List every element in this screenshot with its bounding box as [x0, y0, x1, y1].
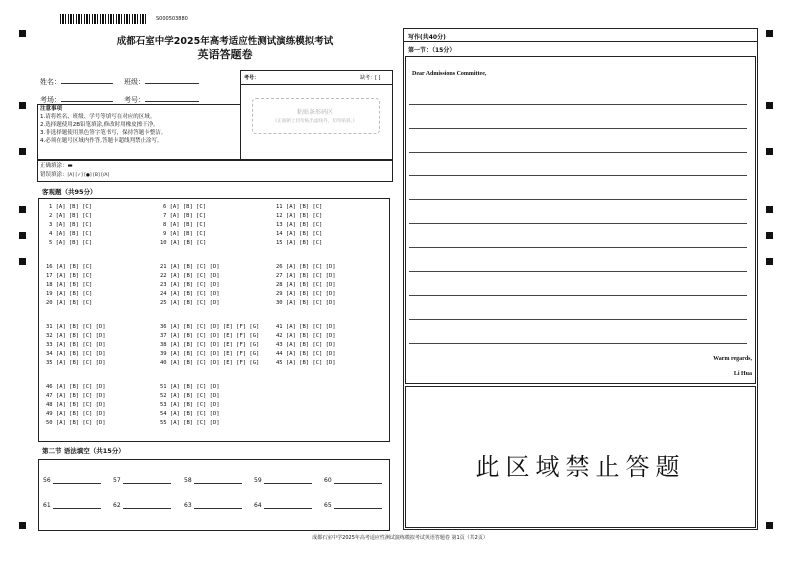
writing-line[interactable]	[409, 271, 747, 272]
room-label: 考场：	[40, 96, 61, 104]
wrong-fill-example	[40, 172, 109, 179]
sticker-note: (正面朝上切勿贴出虚线外，切勿贴斜。)	[275, 119, 355, 124]
writing-title: 写作(共40分)	[408, 34, 446, 41]
note-item: 4.必须在题号区域内作答,答题卡超线判禁止涂写。	[40, 138, 163, 144]
name-field[interactable]	[40, 77, 113, 87]
writing-line[interactable]	[409, 247, 747, 248]
blank-field[interactable]	[113, 477, 171, 484]
writing-answer-box[interactable]	[405, 56, 756, 384]
question-bubble-row[interactable]: 19 [A] [B] [C]	[46, 291, 93, 297]
question-bubble-row[interactable]: 6 [A] [B] [C]	[163, 204, 207, 210]
question-bubble-row[interactable]: 18 [A] [B] [C]	[46, 282, 93, 288]
question-bubble-row[interactable]: 14 [A] [B] [C]	[276, 231, 323, 237]
blank-number: 63	[184, 502, 192, 509]
registration-mark	[19, 102, 26, 109]
question-bubble-row[interactable]: 10 [A] [B] [C]	[160, 240, 207, 246]
question-bubble-row[interactable]: 23 [A] [B] [C] [D]	[160, 282, 220, 288]
sticker-title: 粘贴条形码区	[296, 109, 333, 116]
question-bubble-row[interactable]: 34 [A] [B] [C] [D]	[46, 351, 106, 357]
question-bubble-row[interactable]: 27 [A] [B] [C] [D]	[276, 273, 336, 279]
blank-number: 61	[43, 502, 51, 509]
registration-mark	[19, 232, 26, 239]
question-bubble-row[interactable]: 4 [A] [B] [C]	[49, 231, 93, 237]
question-bubble-row[interactable]: 40 [A] [B] [C] [D] [E] [F] [G]	[160, 360, 260, 366]
writing-line[interactable]	[409, 343, 747, 344]
writing-line[interactable]	[409, 175, 747, 176]
name-label: 姓名：	[40, 78, 61, 86]
writing-line[interactable]	[409, 295, 747, 296]
blank-number: 60	[324, 477, 332, 484]
registration-mark	[766, 148, 773, 155]
question-bubble-row[interactable]: 16 [A] [B] [C]	[46, 264, 93, 270]
question-bubble-row[interactable]: 42 [A] [B] [C] [D]	[276, 333, 336, 339]
question-bubble-row[interactable]: 38 [A] [B] [C] [D] [E] [F] [G]	[160, 342, 260, 348]
question-bubble-row[interactable]: 7 [A] [B] [C]	[163, 213, 207, 219]
question-bubble-row[interactable]: 39 [A] [B] [C] [D] [E] [F] [G]	[160, 351, 260, 357]
question-bubble-row[interactable]: 37 [A] [B] [C] [D] [E] [F] [G]	[160, 333, 260, 339]
registration-mark	[766, 522, 773, 529]
letter-signature: Li Hua	[733, 371, 752, 377]
question-bubble-row[interactable]: 29 [A] [B] [C] [D]	[276, 291, 336, 297]
exam-no-divider	[240, 84, 393, 85]
question-bubble-row[interactable]: 46 [A] [B] [C] [D]	[46, 384, 106, 390]
question-bubble-row[interactable]: 20 [A] [B] [C]	[46, 300, 93, 306]
note-item: 3.非选择题使用黑色签字笔书写，保持答题卡整洁。	[40, 130, 167, 136]
question-bubble-row[interactable]: 48 [A] [B] [C] [D]	[46, 402, 106, 408]
sheet-title: 英语答题卷	[197, 48, 253, 61]
question-bubble-row[interactable]: 47 [A] [B] [C] [D]	[46, 393, 106, 399]
writing-line[interactable]	[409, 104, 747, 105]
blank-number: 59	[254, 477, 262, 484]
question-bubble-row[interactable]: 43 [A] [B] [C] [D]	[276, 342, 336, 348]
exam-title: 成都石室中学2025年高考适应性测试演练模拟考试	[116, 36, 334, 47]
barcode	[60, 14, 148, 24]
class-field[interactable]	[124, 77, 199, 87]
sticker-area	[252, 98, 380, 134]
registration-mark	[19, 30, 26, 37]
question-bubble-row[interactable]: 30 [A] [B] [C] [D]	[276, 300, 336, 306]
question-bubble-row[interactable]: 44 [A] [B] [C] [D]	[276, 351, 336, 357]
question-bubble-row[interactable]: 41 [A] [B] [C] [D]	[276, 324, 336, 330]
note-item: 2.选择题使用2B铅笔填涂,修改时用橡皮擦干净。	[40, 122, 159, 128]
registration-mark	[19, 206, 26, 213]
question-bubble-row[interactable]: 32 [A] [B] [C] [D]	[46, 333, 106, 339]
question-bubble-row[interactable]: 54 [A] [B] [C] [D]	[160, 411, 220, 417]
absent-checkbox[interactable]: 缺考：[ ]	[360, 75, 381, 81]
correct-fill-mark: ▬	[67, 163, 73, 169]
question-bubble-row[interactable]: 17 [A] [B] [C]	[46, 273, 93, 279]
blank-field[interactable]	[324, 502, 382, 509]
notes-title: 注意事项	[40, 106, 63, 112]
letter-greeting: Dear Admissions Committee,	[412, 71, 487, 77]
question-bubble-row[interactable]: 5 [A] [B] [C]	[49, 240, 93, 246]
writing-line[interactable]	[409, 319, 747, 320]
question-bubble-row[interactable]: 1 [A] [B] [C]	[49, 204, 93, 210]
question-bubble-row[interactable]: 45 [A] [B] [C] [D]	[276, 360, 336, 366]
question-bubble-row[interactable]: 50 [A] [B] [C] [D]	[46, 420, 106, 426]
question-bubble-row[interactable]: 36 [A] [B] [C] [D] [E] [F] [G]	[160, 324, 260, 330]
question-bubble-row[interactable]: 25 [A] [B] [C] [D]	[160, 300, 220, 306]
page-footer: 成都石室中学2025年高考适应性测试演练模拟考试英语答题卷 第1页（共2页）	[312, 535, 488, 541]
blank-field[interactable]	[254, 477, 312, 484]
letter-closing: Warm regards,	[713, 356, 752, 362]
seat-label: 考号：	[124, 96, 145, 104]
blank-field[interactable]	[184, 502, 242, 509]
question-bubble-row[interactable]: 22 [A] [B] [C] [D]	[160, 273, 220, 279]
blank-number: 58	[184, 477, 192, 484]
blank-number: 64	[254, 502, 262, 509]
registration-mark	[766, 30, 773, 37]
blank-number: 62	[113, 502, 121, 509]
registration-mark	[19, 522, 26, 529]
writing-subtitle: 第一节：（15分）	[408, 47, 456, 54]
correct-fill-example	[40, 163, 73, 170]
writing-line[interactable]	[409, 199, 747, 200]
wrong-fill-marks: [A] [✓] [●] [B] [/A]	[67, 173, 110, 178]
registration-mark	[19, 148, 26, 155]
blank-field[interactable]	[113, 502, 171, 509]
question-bubble-row[interactable]: 35 [A] [B] [C] [D]	[46, 360, 106, 366]
question-bubble-row[interactable]: 21 [A] [B] [C] [D]	[160, 264, 220, 270]
class-label: 班级：	[124, 78, 145, 86]
question-bubble-row[interactable]: 15 [A] [B] [C]	[276, 240, 323, 246]
question-bubble-row[interactable]: 28 [A] [B] [C] [D]	[276, 282, 336, 288]
exam-no-label: 考号：	[244, 75, 260, 81]
writing-line[interactable]	[409, 152, 747, 153]
question-bubble-row[interactable]: 9 [A] [B] [C]	[163, 231, 207, 237]
question-bubble-row[interactable]: 33 [A] [B] [C] [D]	[46, 342, 106, 348]
blank-number: 65	[324, 502, 332, 509]
blank-field[interactable]	[254, 502, 312, 509]
registration-mark	[766, 258, 773, 265]
question-bubble-row[interactable]: 2 [A] [B] [C]	[49, 213, 93, 219]
wrong-fill-label: 错误填涂：	[40, 172, 68, 178]
blank-field[interactable]	[43, 477, 101, 484]
writing-line[interactable]	[409, 128, 747, 129]
registration-mark	[766, 232, 773, 239]
blank-number: 56	[43, 477, 51, 484]
question-bubble-row[interactable]: 51 [A] [B] [C] [D]	[160, 384, 220, 390]
objective-title: 客观题（共95分）	[42, 188, 97, 196]
question-bubble-row[interactable]: 11 [A] [B] [C]	[276, 204, 323, 210]
blank-field[interactable]	[184, 477, 242, 484]
writing-title-divider	[403, 41, 758, 42]
question-bubble-row[interactable]: 26 [A] [B] [C] [D]	[276, 264, 336, 270]
blank-field[interactable]	[324, 477, 382, 484]
blank-field[interactable]	[43, 502, 101, 509]
note-item: 1.请将姓名、班级、学号等填写在对应的区域。	[40, 114, 156, 120]
registration-mark	[766, 206, 773, 213]
registration-mark	[19, 258, 26, 265]
question-bubble-row[interactable]: 13 [A] [B] [C]	[276, 222, 323, 228]
writing-line[interactable]	[409, 223, 747, 224]
blank-number: 57	[113, 477, 121, 484]
barcode-number: S000503880	[156, 16, 188, 22]
registration-mark	[766, 102, 773, 109]
question-bubble-row[interactable]: 53 [A] [B] [C] [D]	[160, 402, 220, 408]
question-bubble-row[interactable]: 3 [A] [B] [C]	[49, 222, 93, 228]
question-bubble-row[interactable]: 49 [A] [B] [C] [D]	[46, 411, 106, 417]
forbidden-notice: 此区域禁止答题	[475, 453, 686, 481]
question-bubble-row[interactable]: 52 [A] [B] [C] [D]	[160, 393, 220, 399]
correct-fill-label: 正确填涂：	[40, 163, 68, 169]
question-bubble-row[interactable]: 55 [A] [B] [C] [D]	[160, 420, 220, 426]
question-bubble-row[interactable]: 12 [A] [B] [C]	[276, 213, 323, 219]
question-bubble-row[interactable]: 8 [A] [B] [C]	[163, 222, 207, 228]
grammar-title: 第二节 语法填空（共15分）	[42, 447, 125, 455]
question-bubble-row[interactable]: 24 [A] [B] [C] [D]	[160, 291, 220, 297]
question-bubble-row[interactable]: 31 [A] [B] [C] [D]	[46, 324, 106, 330]
grammar-box	[38, 459, 390, 531]
